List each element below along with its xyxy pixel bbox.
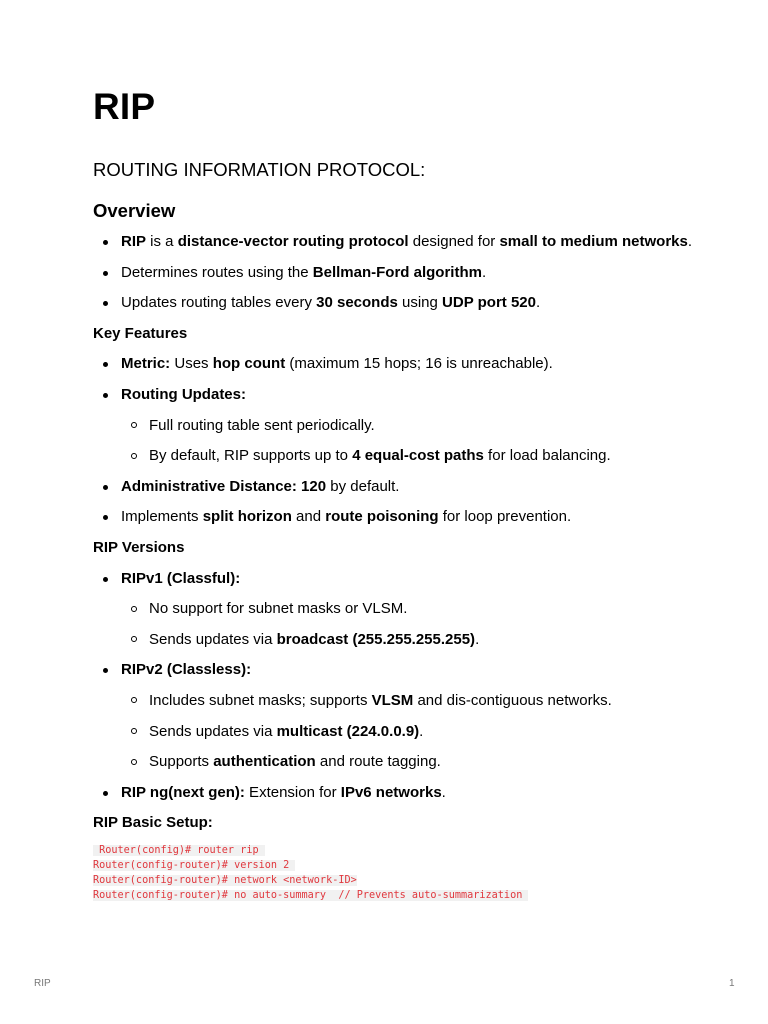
subtitle: ROUTING INFORMATION PROTOCOL: bbox=[93, 159, 426, 180]
text: . bbox=[535, 294, 541, 312]
sub-list-item bbox=[121, 415, 703, 437]
text: Uses bbox=[170, 355, 213, 373]
bold-text: multicast (224.0.0.9) bbox=[276, 722, 420, 740]
bold-text: RIPv1 (Classful): bbox=[121, 569, 241, 587]
text: by default. bbox=[326, 477, 400, 495]
footer-doc-title: RIP bbox=[34, 978, 51, 989]
text: . bbox=[481, 263, 487, 281]
overview-heading: Overview bbox=[93, 200, 176, 221]
text: is a bbox=[146, 233, 178, 250]
text: and route tagging. bbox=[315, 753, 441, 771]
sub-list bbox=[121, 598, 703, 651]
text: for load balancing. bbox=[483, 447, 611, 465]
bold-text: RIP bbox=[121, 233, 147, 250]
code-text: Router(config)# router rip bbox=[93, 844, 265, 856]
bold-text: IPv6 networks bbox=[340, 783, 442, 801]
list-item bbox=[93, 262, 703, 284]
code-line bbox=[93, 873, 703, 888]
code-line bbox=[93, 858, 703, 873]
text: designed for bbox=[408, 233, 500, 250]
bold-text: hop count bbox=[212, 355, 286, 373]
text: By default, RIP supports up to bbox=[149, 447, 353, 465]
sub-list bbox=[121, 415, 703, 468]
page-title: RIP bbox=[93, 86, 156, 127]
text: (maximum 15 hops; 16 is unreachable). bbox=[285, 355, 553, 373]
sub-list bbox=[121, 690, 703, 773]
document-body bbox=[93, 231, 703, 903]
text: Determines routes using the bbox=[121, 263, 313, 281]
text: Sends updates via bbox=[149, 630, 277, 648]
overview-list bbox=[93, 231, 703, 314]
key-features-heading: Key Features bbox=[93, 324, 188, 342]
text: Extension for bbox=[244, 783, 341, 801]
list-item bbox=[93, 384, 703, 467]
rip-versions-list bbox=[93, 568, 703, 804]
text: . bbox=[475, 630, 480, 648]
bold-text: authentication bbox=[213, 753, 316, 771]
bold-text: Administrative Distance: 120 bbox=[121, 477, 327, 495]
bold-text: split horizon bbox=[202, 508, 292, 526]
bold-text: small to medium networks bbox=[499, 233, 688, 250]
list-item bbox=[93, 568, 703, 651]
text: Updates routing tables every bbox=[121, 294, 317, 312]
text: No support for subnet masks or VLSM. bbox=[149, 600, 408, 618]
text: . bbox=[419, 722, 424, 740]
bold-text: distance-vector routing protocol bbox=[177, 233, 409, 250]
bold-text: RIPv2 (Classless): bbox=[121, 661, 252, 679]
text: Full routing table sent periodically. bbox=[149, 416, 375, 434]
list-item bbox=[93, 659, 703, 773]
sub-list-item bbox=[121, 598, 703, 620]
bold-text: broadcast (255.255.255.255) bbox=[276, 630, 476, 648]
text: . bbox=[687, 233, 693, 250]
text: and bbox=[291, 508, 326, 526]
code-text: Router(config-router)# no auto-summary // Prevents auto-summarization bbox=[93, 889, 529, 901]
list-item bbox=[93, 231, 703, 253]
rip-versions-heading: RIP Versions bbox=[93, 538, 185, 556]
bold-text: route poisoning bbox=[325, 508, 439, 526]
key-features-list bbox=[93, 353, 703, 528]
bold-text: VLSM bbox=[371, 691, 414, 709]
code-line bbox=[93, 843, 703, 858]
code-line bbox=[93, 888, 703, 903]
code-text: Router(config-router)# network <network-ID> bbox=[93, 874, 357, 886]
list-item bbox=[93, 292, 703, 314]
sub-list-item bbox=[121, 629, 703, 651]
text: Implements bbox=[121, 508, 203, 526]
bold-text: 4 equal-cost paths bbox=[352, 447, 484, 465]
bold-text: UDP port 520 bbox=[442, 294, 536, 312]
sub-list-item bbox=[121, 751, 703, 773]
bold-text: Bellman-Ford algorithm bbox=[312, 263, 482, 281]
list-item bbox=[93, 506, 703, 528]
text: and dis-contiguous networks. bbox=[413, 691, 612, 709]
list-item bbox=[93, 353, 703, 375]
text: for loop prevention. bbox=[438, 508, 572, 526]
basic-setup-heading: RIP Basic Setup: bbox=[93, 814, 213, 832]
bold-text: Metric: bbox=[121, 355, 171, 373]
sub-list-item bbox=[121, 721, 703, 743]
text: . bbox=[441, 783, 446, 801]
code-block bbox=[93, 843, 703, 903]
text: Supports bbox=[149, 753, 214, 771]
sub-list-item bbox=[121, 690, 703, 712]
sub-list-item bbox=[121, 445, 703, 467]
text: Sends updates via bbox=[149, 722, 277, 740]
text: using bbox=[397, 294, 443, 312]
bold-text: 30 seconds bbox=[316, 294, 398, 312]
list-item bbox=[93, 782, 703, 804]
page-number: 1 bbox=[729, 978, 735, 989]
text: Includes subnet masks; supports bbox=[149, 691, 372, 709]
bold-text: RIP ng(next gen): bbox=[121, 783, 245, 801]
bold-text: Routing Updates: bbox=[121, 385, 246, 403]
list-item bbox=[93, 476, 703, 498]
code-text: Router(config-router)# version 2 bbox=[93, 859, 296, 871]
